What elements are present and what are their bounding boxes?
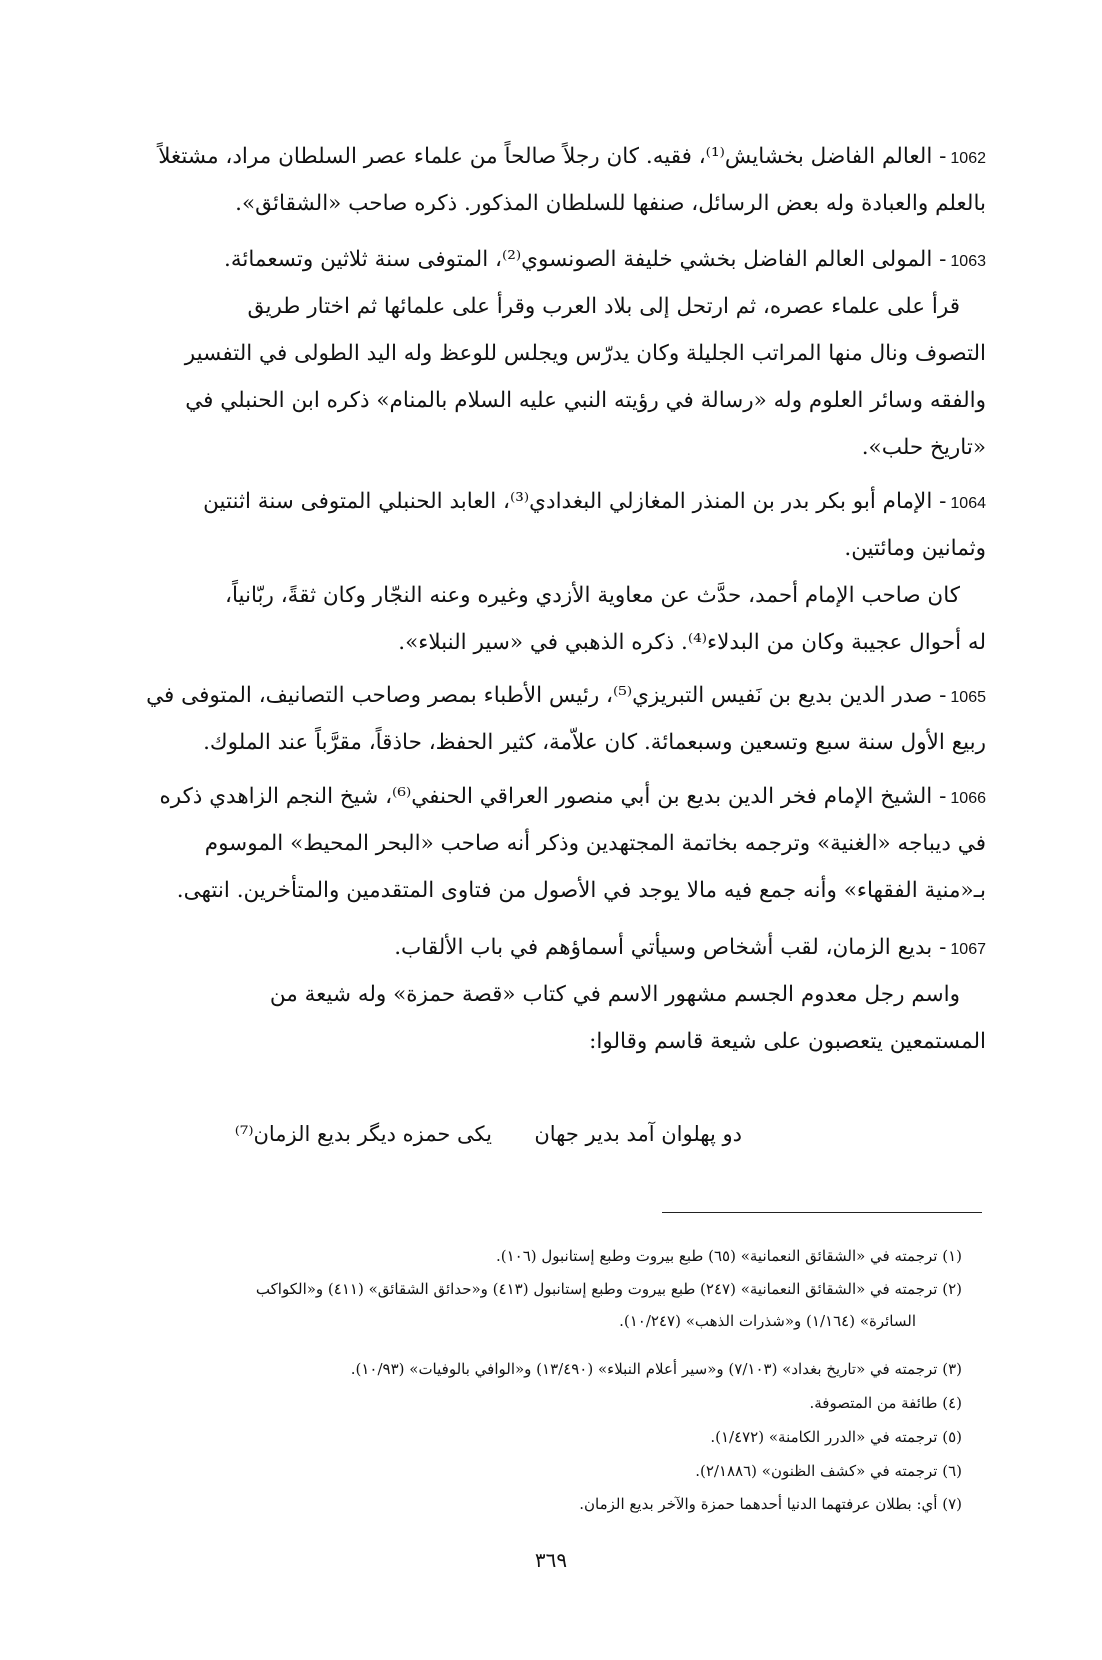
entry-number: 1062 [950, 150, 986, 167]
verse-hemistich-right: دو پهلوان آمد بدير جهان [534, 1122, 742, 1146]
entry-number: 1065 [950, 689, 986, 706]
entry-1063 [106, 236, 986, 471]
entry-number: 1064 [950, 495, 986, 512]
entry-1062 [106, 133, 986, 227]
entry-line: المستمعين يتعصبون على شيعة قاسم وقالوا: [589, 1029, 986, 1054]
entry-line: 1062- العالم الفاضل بخشايش⁽¹⁾، فقيه. كان رجلاً صالحاً من علماء عصر السلطان مراد، مشتغلاً [106, 133, 986, 180]
entry-line: ربيع الأول سنة سبع وتسعين وسبعمائة. كان علاّمة، كثير الحفظ، حاذقاً، مقرَّباً عند الملوك. [203, 730, 986, 755]
entry-line: 1065- صدر الدين بديع بن نَفيس التبريزي⁽⁵⁾، رئيس الأطباء بمصر وصاحب التصانيف، المتوفى في [106, 672, 986, 719]
entry-line: بالعلم والعبادة وله بعض الرسائل، صنفها للسلطان المذكور. ذكره صاحب «الشقائق». [235, 191, 986, 216]
entry-line: واسم رجل معدوم الجسم مشهور الاسم في كتاب «قصة حمزة» وله شيعة من [269, 982, 960, 1007]
footnote-7: (٧) أي: بطلان عرفتهما الدنيا أحدهما حمزة والآخر بديع الزمان. [579, 1495, 962, 1513]
footnote-separator [662, 1212, 982, 1213]
entry-line: قرأ على علماء عصره، ثم ارتحل إلى بلاد العرب وقرأ على علمائها ثم اختار طريق [247, 294, 960, 319]
entry-line: والفقه وسائر العلوم وله «رسالة في رؤيته النبي عليه السلام بالمنام» ذكره ابن الحنبلي في [185, 388, 986, 413]
entry-line: التصوف ونال منها المراتب الجليلة وكان يدرّس ويجلس للوعظ وله اليد الطولى في التفسير [184, 341, 986, 366]
footnote-2: (٢) ترجمته في «الشقائق النعمانية» (٢٤٧) طبع بيروت وطبع إستانبول (٤١٣) و«حدائق الشقائق» (٤١١) و«الكواكب السائرة» (١/١٦٤) و«شذرات الذهب» (١٠/٢٤٧). [255, 1280, 962, 1330]
entry-line: وثمانين ومائتين. [844, 536, 986, 561]
entry-line: 1063- المولى العالم الفاضل بخشي خليفة الصونسوي⁽²⁾، المتوفى سنة ثلاثين وتسعمائة. [106, 236, 986, 283]
entry-line: 1064- الإمام أبو بكر بدر بن المنذر المغازلي البغدادي⁽³⁾، العابد الحنبلي المتوفى سنة اثنتين [106, 478, 986, 525]
footnote-1: (١) ترجمته في «الشقائق النعمانية» (٦٥) طبع بيروت وطبع إستانبول (١٠٦). [495, 1247, 962, 1265]
entry-number: 1066 [950, 790, 986, 807]
page-number: ٣٦٩ [534, 1548, 568, 1572]
entry-line: بـ«منية الفقهاء» وأنه جمع فيه مالا يوجد في الأصول من فتاوى المتقدمين والمتأخرين. انتهى. [176, 878, 986, 903]
entry-line: 1067- بديع الزمان، لقب أشخاص وسيأتي أسماؤهم في باب الألقاب. [106, 924, 986, 971]
entry-line: له أحوال عجيبة وكان من البدلاء⁽⁴⁾. ذكره الذهبي في «سير النبلاء». [398, 630, 986, 655]
footnote-6: (٦) ترجمته في «كشف الظنون» (٢/١٨٨٦). [695, 1462, 962, 1480]
entry-1067 [106, 924, 986, 1065]
footnote-5: (٥) ترجمته في «الدرر الكامنة» (١/٤٧٢). [710, 1428, 962, 1446]
footnote-3: (٣) ترجمته في «تاريخ بغداد» (٧/١٠٣) و«سير أعلام النبلاء» (١٣/٤٩٠) و«الوافي بالوفيات» (١٠/٩٣). [350, 1360, 962, 1378]
footnote-4: (٤) طائفة من المتصوفة. [809, 1394, 962, 1412]
entry-line: «تاريخ حلب». [861, 435, 986, 460]
entry-line: 1066- الشيخ الإمام فخر الدين بديع بن أبي منصور العراقي الحنفي⁽⁶⁾، شيخ النجم الزاهدي ذكره [106, 773, 986, 820]
entry-number: 1067 [950, 941, 986, 958]
entry-line: كان صاحب الإمام أحمد، حدَّث عن معاوية الأزدي وغيره وعنه النجّار وكان ثقةً، ربّانياً، [225, 583, 960, 608]
entry-number: 1063 [950, 253, 986, 270]
entry-1064 [106, 478, 986, 666]
entry-1066 [106, 773, 986, 914]
verse-hemistich-left: يكى حمزه ديگر بديع الزمان⁽⁷⁾ [234, 1122, 492, 1146]
entry-1065 [106, 672, 986, 766]
entry-line: في ديباجه «الغنية» وترجمه بخاتمة المجتهدين وذكر أنه صاحب «البحر المحيط» الموسوم [204, 831, 986, 856]
